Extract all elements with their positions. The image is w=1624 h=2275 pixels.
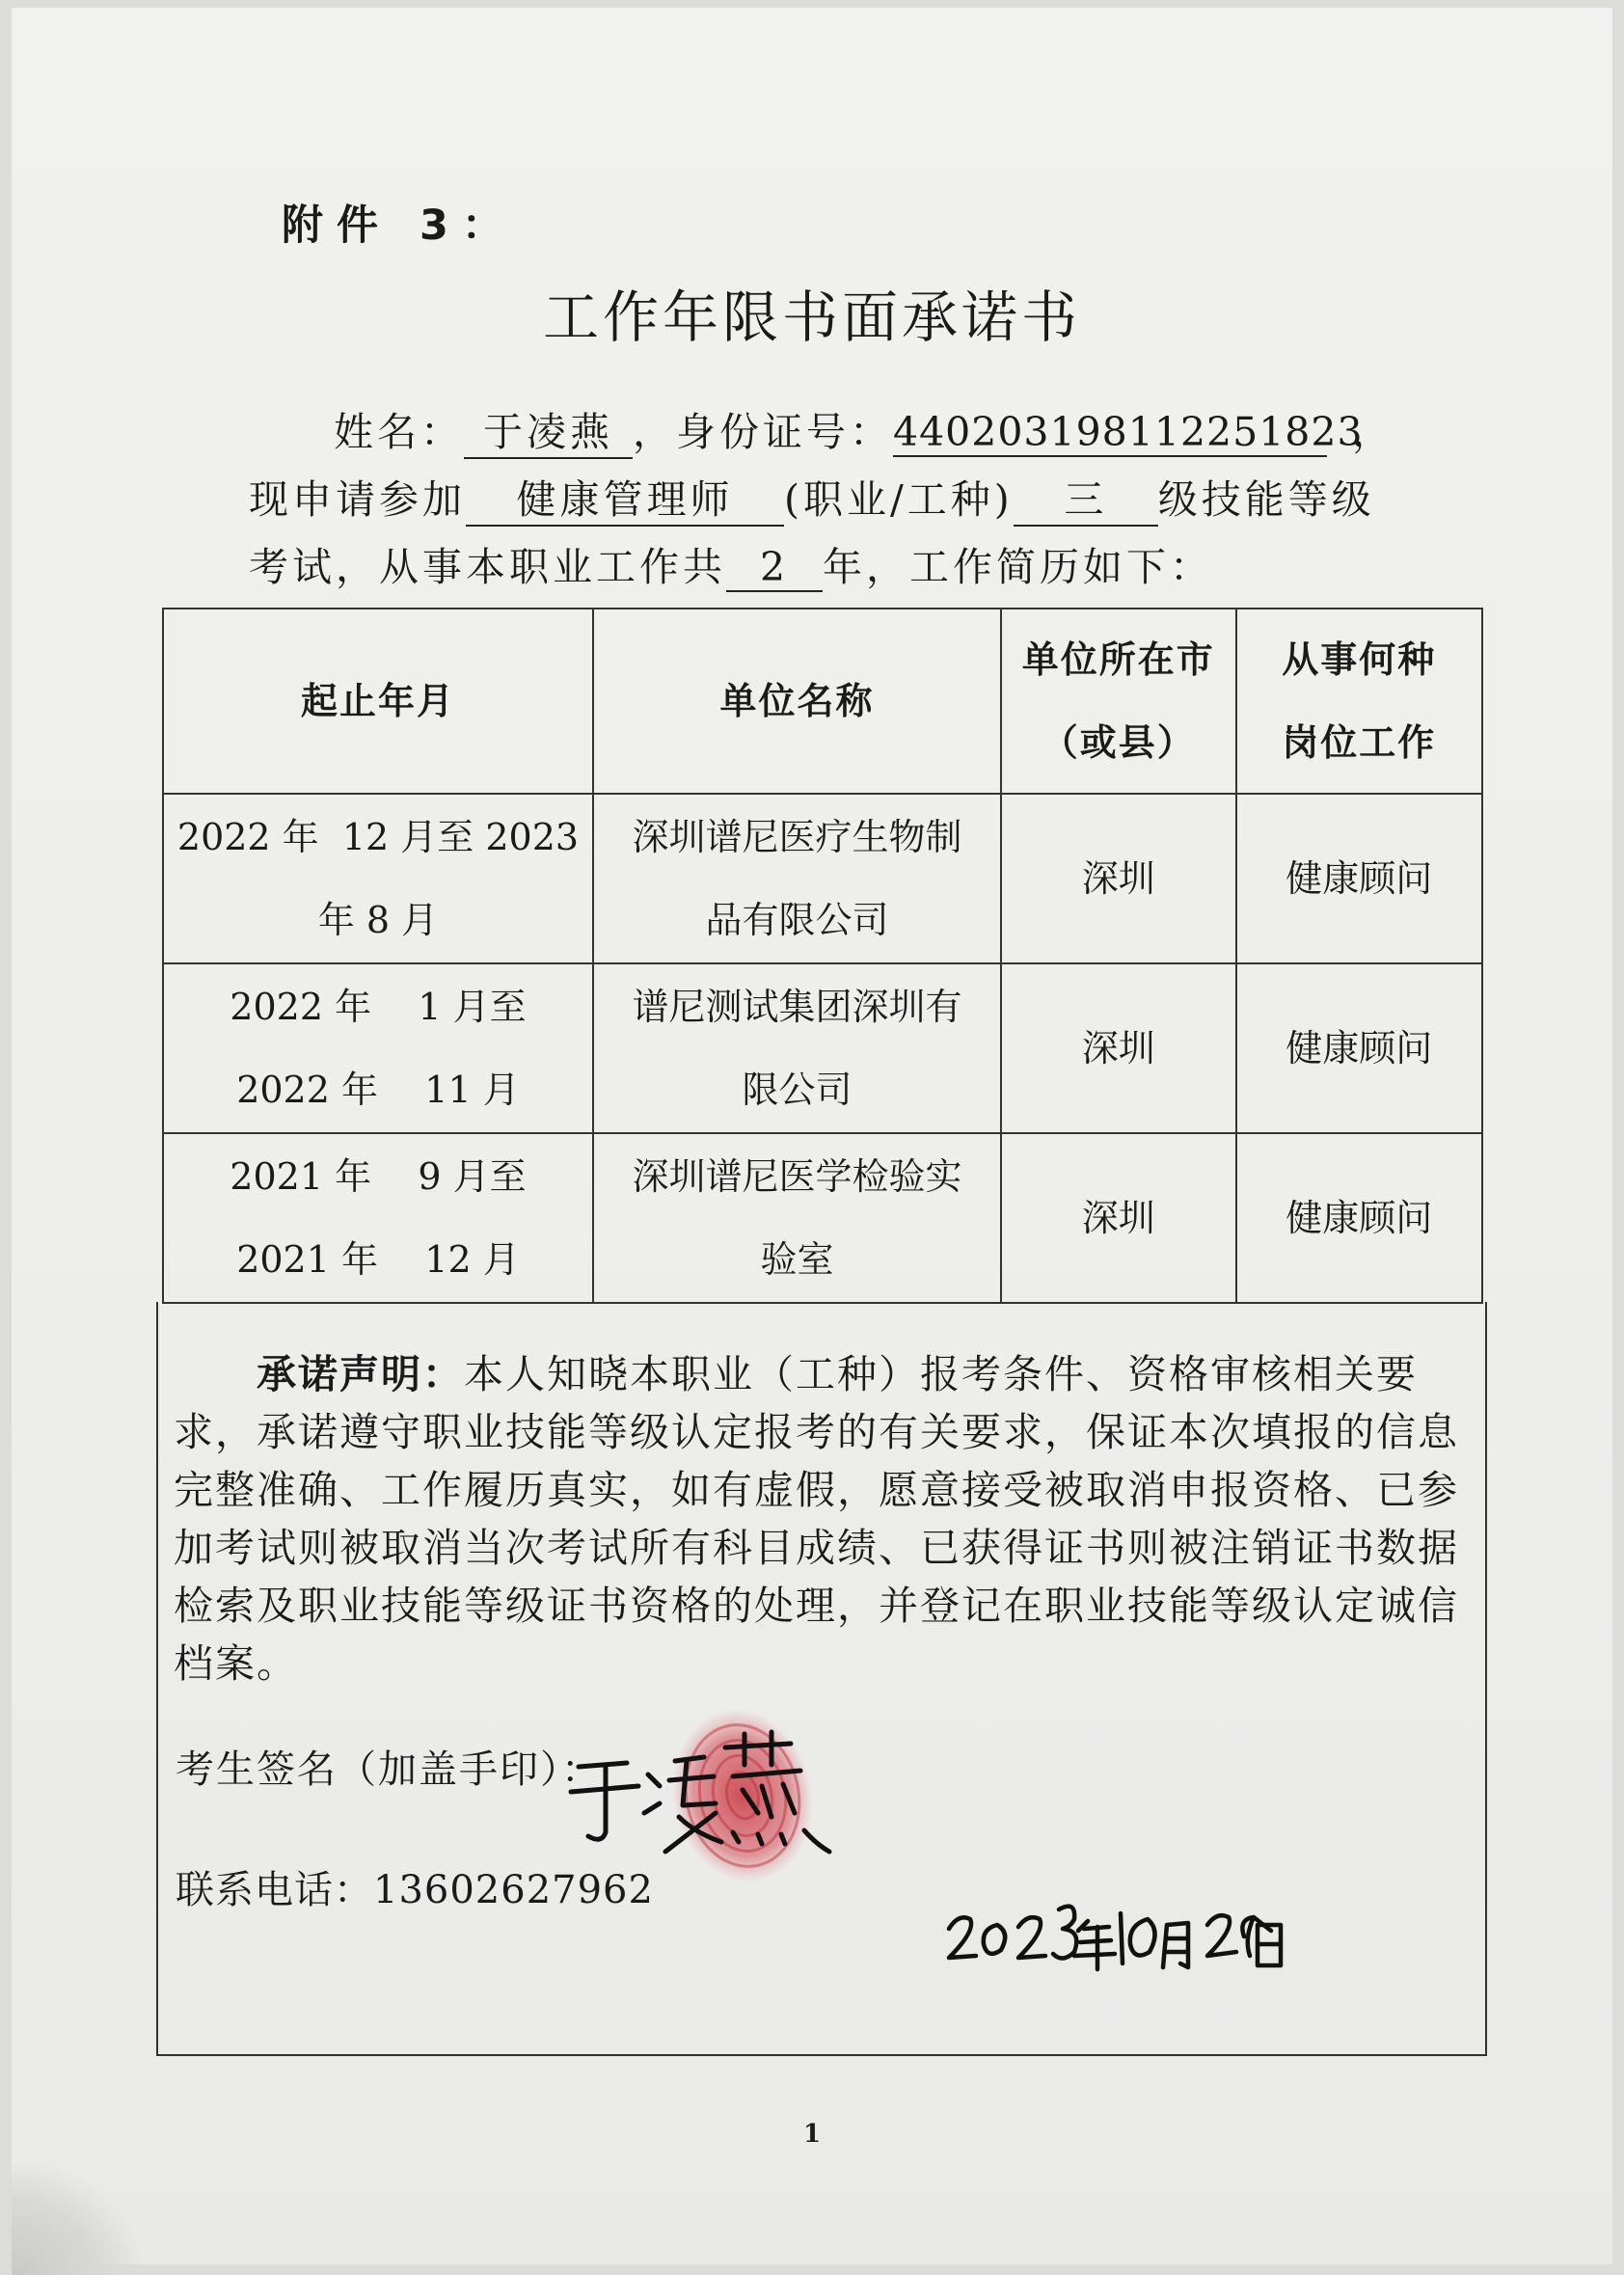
row-period-line-2: 2022 年 11 月 xyxy=(236,1069,520,1111)
row-unit-line-2: 品有限公司 xyxy=(705,899,889,941)
apply-label: 现申请参加 xyxy=(249,476,466,523)
phone-number: 13602627962 xyxy=(373,1868,654,1912)
declaration-label: 承诺声明： xyxy=(257,1351,464,1397)
id-number-value: 440203198112251823 xyxy=(893,409,1364,455)
row-city: 深圳 xyxy=(1001,1133,1236,1303)
exam-prefix: 考试，从事本职业工作共 xyxy=(249,544,726,590)
header-post-line-2: 岗位工作 xyxy=(1282,721,1437,764)
declaration-text: 本人知晓本职业（工种）报考条件、资格审核相关要求，承诺遵守职业技能等级认定报考的有关要求，保证本次填报的信息完整准确、工作履历真实，如有虚假，愿意接受被取消申报资格、已参加考试则被取消当次考试所有科目成绩、已获得证书则被注销证书数据检索及职业技能等级证书资格的处理，并登记在职业技能等级认定诚信档案。 xyxy=(174,1351,1459,1687)
row-period-line-1: 2022 年 12 月至 2023 xyxy=(176,816,580,858)
attachment-label: 附件 3： xyxy=(282,202,517,250)
row-period-line-1: 2021 年 9 月至 xyxy=(230,1155,527,1198)
row-period-line-1: 2022 年 1 月至 xyxy=(230,986,527,1028)
level-suffix: 级技能等级 xyxy=(1157,476,1375,523)
exam-suffix: 年，工作简历如下： xyxy=(823,544,1213,590)
row-city: 深圳 xyxy=(1001,963,1236,1133)
row-unit-line-1: 谱尼测试集团深圳有 xyxy=(632,986,962,1028)
page-number: 1 xyxy=(802,2120,822,2149)
row-post: 健康顾问 xyxy=(1236,1133,1482,1303)
level-value: 三 xyxy=(1014,468,1158,527)
header-period: 起止年月 xyxy=(163,609,593,794)
row-unit-line-1: 深圳谱尼医学检验实 xyxy=(632,1155,962,1198)
row-city: 深圳 xyxy=(1001,794,1236,963)
line-comma: ， xyxy=(1352,409,1395,455)
header-unit: 单位名称 xyxy=(593,609,1001,794)
occupation-suffix: (职业/工种) xyxy=(784,476,1014,523)
id-label: ，身份证号： xyxy=(633,409,893,455)
signature-label: 考生签名（加盖手印）： xyxy=(176,1747,602,1792)
header-city-line-2: （或县） xyxy=(1041,721,1196,764)
row-period-line-2: 2021 年 12 月 xyxy=(236,1238,520,1281)
occupation-value: 健康管理师 xyxy=(466,468,784,527)
row-unit-line-2: 验室 xyxy=(760,1238,834,1281)
row-post: 健康顾问 xyxy=(1236,794,1482,963)
row-period-line-2: 年 8 月 xyxy=(317,899,439,941)
phone-label: 联系电话： xyxy=(176,1868,373,1912)
row-unit-line-2: 限公司 xyxy=(742,1069,853,1111)
row-unit-line-1: 深圳谱尼医疗生物制 xyxy=(632,816,962,858)
handwritten-date-icon xyxy=(949,1907,1281,1969)
document-title: 工作年限书面承诺书 xyxy=(542,284,1081,350)
name-label: 姓名： xyxy=(334,409,464,455)
row-post: 健康顾问 xyxy=(1236,963,1482,1133)
name-value: 于凌燕 xyxy=(464,400,633,459)
header-city-line-1: 单位所在市 xyxy=(1021,638,1215,681)
header-post-line-1: 从事何种 xyxy=(1282,638,1437,681)
years-value: 2 xyxy=(726,544,823,592)
